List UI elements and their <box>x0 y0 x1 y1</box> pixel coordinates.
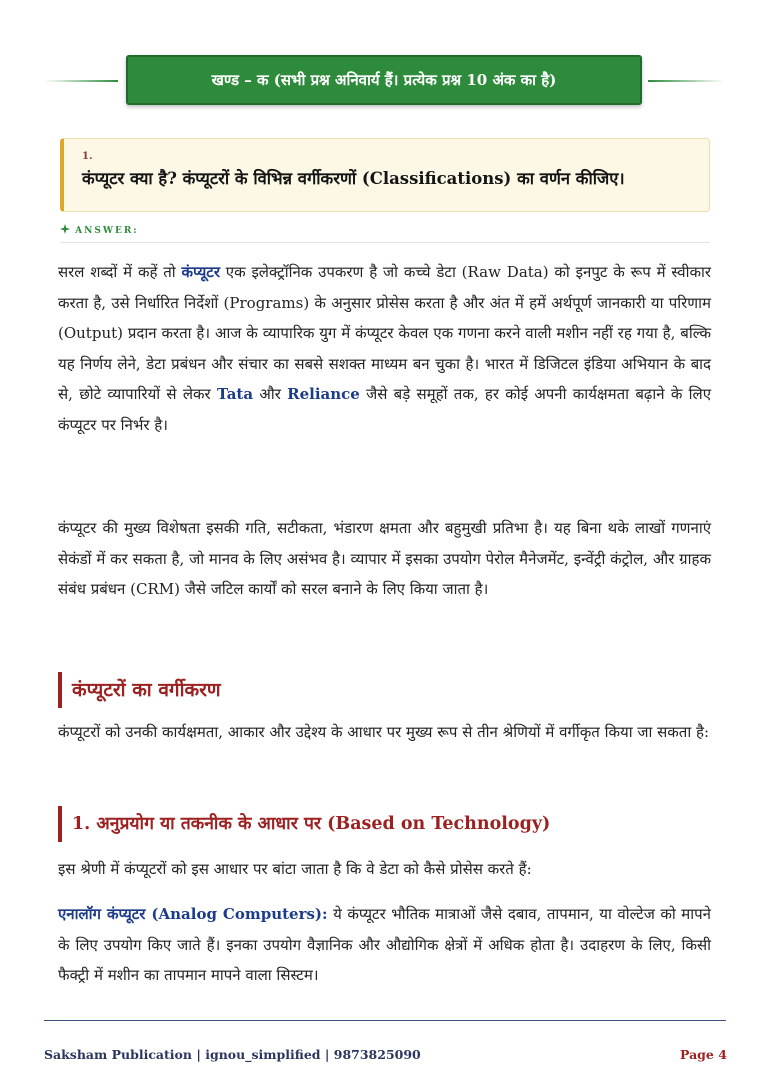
paragraph-analog <box>58 899 711 991</box>
footer-publisher: Saksham Publication | ignou_simplified | 9873825090 <box>44 1047 421 1062</box>
section-banner-text: खण्ड – क (सभी प्रश्न अनिवार्य हैं। प्रत्येक प्रश्न 10 अंक का है) <box>211 71 557 89</box>
paragraph-intro-text: एक इलेक्ट्रॉनिक उपकरण है जो कच्चे डेटा (Raw Data) को इनपुट के रूप में स्वीकार करता है, उसे निर्धारित निर्देशों (Programs) के अनुसार प्रोसेस करता है और अंत में हमें अर्थपूर्ण जानकारी या परिणाम (Output) प्रदान करता है। आज के व्यापारिक युग में कंप्यूटर केवल एक गणना करने वाली मशीन नहीं रह गया है, बल्कि यह निर्णय लेने, डेटा प्रबंधन और संचार का सबसे सशक्त माध्यम बन चुका है। भारत में डिजिटल इंडिया अभियान के बाद से, छोटे व्यापारियों से लेकर <box>58 263 711 403</box>
question-text: कंप्यूटर क्या है? कंप्यूटरों के विभिन्न वर्गीकरणों (Classifications) का वर्णन कीजिए। <box>82 169 625 188</box>
highlight-computer: कंप्यूटर <box>181 263 220 281</box>
paragraph-intro-text: जैसे बड़े समूहों तक, हर कोई अपनी कार्यक्षमता बढ़ाने के लिए कंप्यूटर पर निर्भर है। <box>58 385 711 434</box>
answer-label-text: ANSWER: <box>75 226 139 236</box>
heading-classification-text: कंप्यूटरों का वर्गीकरण <box>72 679 221 701</box>
heading-technology-text: 1. अनुप्रयोग या तकनीक के आधार पर (Based on Technology) <box>72 814 551 834</box>
analog-term: एनालॉग कंप्यूटर (Analog Computers): <box>58 905 328 923</box>
paragraph-classification-intro: कंप्यूटरों को उनकी कार्यक्षमता, आकार और उद्देश्य के आधार पर मुख्य रूप से तीन श्रेणियों में वर्गीकृत किया जा सकता है: <box>58 723 710 741</box>
question-box <box>60 138 710 212</box>
question-number: 1. <box>82 151 93 162</box>
answer-label <box>60 224 139 236</box>
section-divider-right <box>648 80 724 82</box>
analog-text: ये कंप्यूटर भौतिक मात्राओं जैसे दबाव, तापमान, या वोल्टेज को मापने के लिए उपयोग किए जाते हैं। इनका उपयोग वैज्ञानिक और औद्योगिक क्षेत्रों में अधिक होता है। उदाहरण के लिए, किसी फैक्ट्री में मशीन का तापमान मापने वाला सिस्टम। <box>58 905 711 984</box>
footer-divider <box>44 1020 726 1021</box>
paragraph-features: कंप्यूटर की मुख्य विशेषता इसकी गति, सटीकता, भंडारण क्षमता और बहुमुखी प्रतिभा है। यह बिना थके लाखों गणनाएं सेकंडों में कर सकता है, जो मानव के लिए असंभव है। व्यापार में इसका उपयोग पेरोल मैनेजमेंट, इन्वेंट्री कंट्रोल, और ग्राहक संबंध प्रबंधन (CRM) जैसे जटिल कार्यों को सरल बनाने के लिए किया जाता है। <box>58 519 711 598</box>
section-banner <box>126 55 642 105</box>
paragraph-intro-text: सरल शब्दों में कहें तो <box>58 263 182 281</box>
highlight-reliance: Reliance <box>287 385 360 403</box>
heading-technology <box>58 806 550 842</box>
answer-divider <box>60 242 710 243</box>
paragraph-intro-text: और <box>253 385 288 403</box>
paragraph-technology-intro: इस श्रेणी में कंप्यूटरों को इस आधार पर बांटा जाता है कि वे डेटा को कैसे प्रोसेस करते हैं: <box>58 860 532 878</box>
paragraph-intro <box>58 257 711 440</box>
heading-classification <box>58 672 221 708</box>
highlight-tata: Tata <box>216 385 254 403</box>
section-divider-left <box>44 80 118 82</box>
page-number: Page 4 <box>680 1047 727 1062</box>
sparkle-icon <box>60 224 70 234</box>
